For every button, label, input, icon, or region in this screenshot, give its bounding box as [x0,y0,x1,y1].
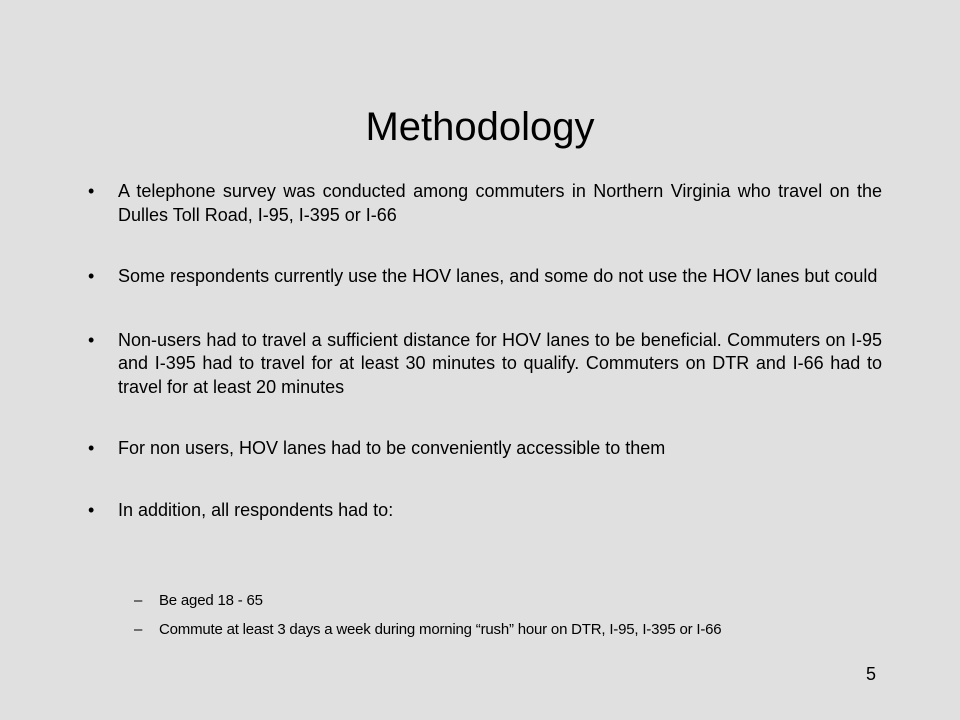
sub-bullet-list [134,592,894,650]
bullet-item [86,499,882,523]
slide-title: Methodology [365,105,595,149]
bullet-text: A telephone survey was conducted among commuters in Northern Virginia who travel on the Dulles Toll Road, I-95, I-395 or I-66 [118,181,882,225]
sub-bullet-item [134,592,894,610]
bullet-marker: • [88,329,95,350]
bullet-marker: • [88,181,95,201]
bullet-text: In addition, all respondents had to: [118,499,394,520]
bullet-text: Some respondents currently use the HOV lanes, and some do not use the HOV lanes but could [118,266,878,286]
bullet-marker: • [88,438,95,458]
bullet-text: Non-users had to travel a sufficient distance for HOV lanes to be beneficial. Commuters on I-95 and I-395 had to travel for at least 30 minutes to qualify. Commuters on DTR and I-66 had to travel for at least 20 minutes [118,329,882,397]
bullet-item [86,437,882,461]
sub-bullet-item [134,621,894,639]
bullet-item [86,265,882,289]
bullet-item [86,329,882,400]
bullet-text: For non users, HOV lanes had to be conveniently accessible to them [118,438,666,458]
sub-bullet-marker: – [134,621,143,638]
sub-bullet-text: Commute at least 3 days a week during morning “rush” hour on DTR, I-95, I-395 or I-66 [159,621,722,638]
bullet-list [86,180,882,552]
page-number: 5 [865,664,876,684]
bullet-item [86,180,882,227]
bullet-marker: • [88,266,95,286]
bullet-marker: • [88,499,95,520]
sub-bullet-marker: – [134,592,143,609]
sub-bullet-text: Be aged 18 - 65 [159,592,263,609]
